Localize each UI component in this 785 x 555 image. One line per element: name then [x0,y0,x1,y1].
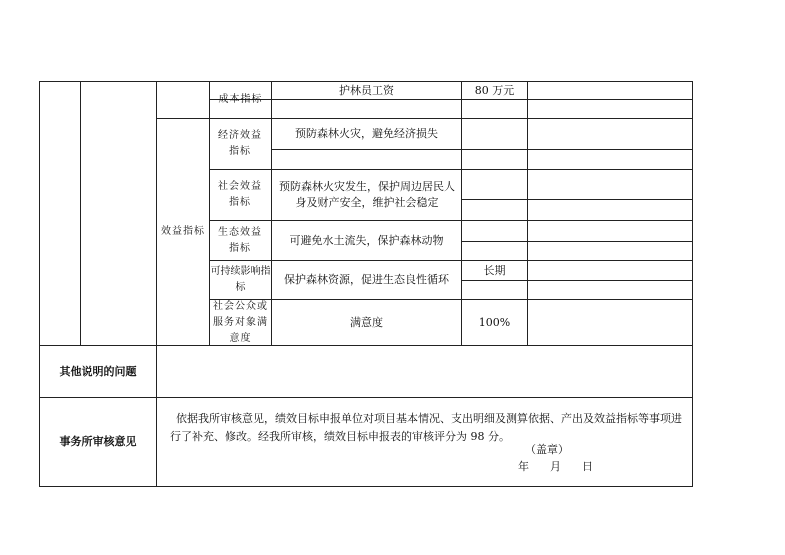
col-divider [80,81,81,345]
sustainable-impact-content: 保护森林资源，促进生态良性循环 [284,273,449,286]
social-benefit-label: 社会效益指标 [218,181,262,208]
col-divider [209,81,210,345]
satisfaction-label: 社会公众或服务对象满意度 [213,300,268,344]
cost-indicator-label: 成本指标 [218,94,263,105]
satisfaction-content: 满意度 [350,315,383,329]
table-right-border [692,81,693,487]
sustainable-impact-label: 可持续影响指标 [210,266,271,293]
audit-opinion-text: 依据我所审核意见，绩效目标申报单位对项目基本情况、支出明细及测算依据、产出及效益指标等事项进行了补充、修改。经我所审核，绩效目标申报表的审核评分为 98 分。 [170,412,682,443]
row-divider [209,99,693,100]
ecological-benefit-content: 可避免水土流失，保护森林动物 [289,233,444,247]
seal-note: （盖章） [525,443,569,456]
col-divider [527,81,528,345]
row-divider [461,241,693,242]
economic-benefit-content: 预防森林火灾，避免经济损失 [295,127,438,140]
row-divider [271,149,693,150]
table-bottom-border [39,486,693,487]
other-issues-label: 其他说明的问题 [59,364,137,378]
benefit-indicator-label: 效益指标 [161,226,205,237]
cost-value: 80 万元 [474,83,515,97]
row-divider [461,280,693,281]
row-divider [461,199,693,200]
sustainable-impact-value: 长期 [483,263,506,277]
satisfaction-value: 100% [478,315,511,329]
date-line: 年 月 日 [518,460,593,473]
ecological-benefit-label: 生态效益指标 [218,226,262,254]
economic-benefit-label: 经济效益指标 [218,130,262,157]
cost-item: 护林员工资 [339,83,394,97]
social-benefit-content: 预防森林火灾发生，保护周边居民人身及财产安全，维护社会稳定 [279,180,455,209]
audit-opinion-label: 事务所审核意见 [59,435,137,448]
